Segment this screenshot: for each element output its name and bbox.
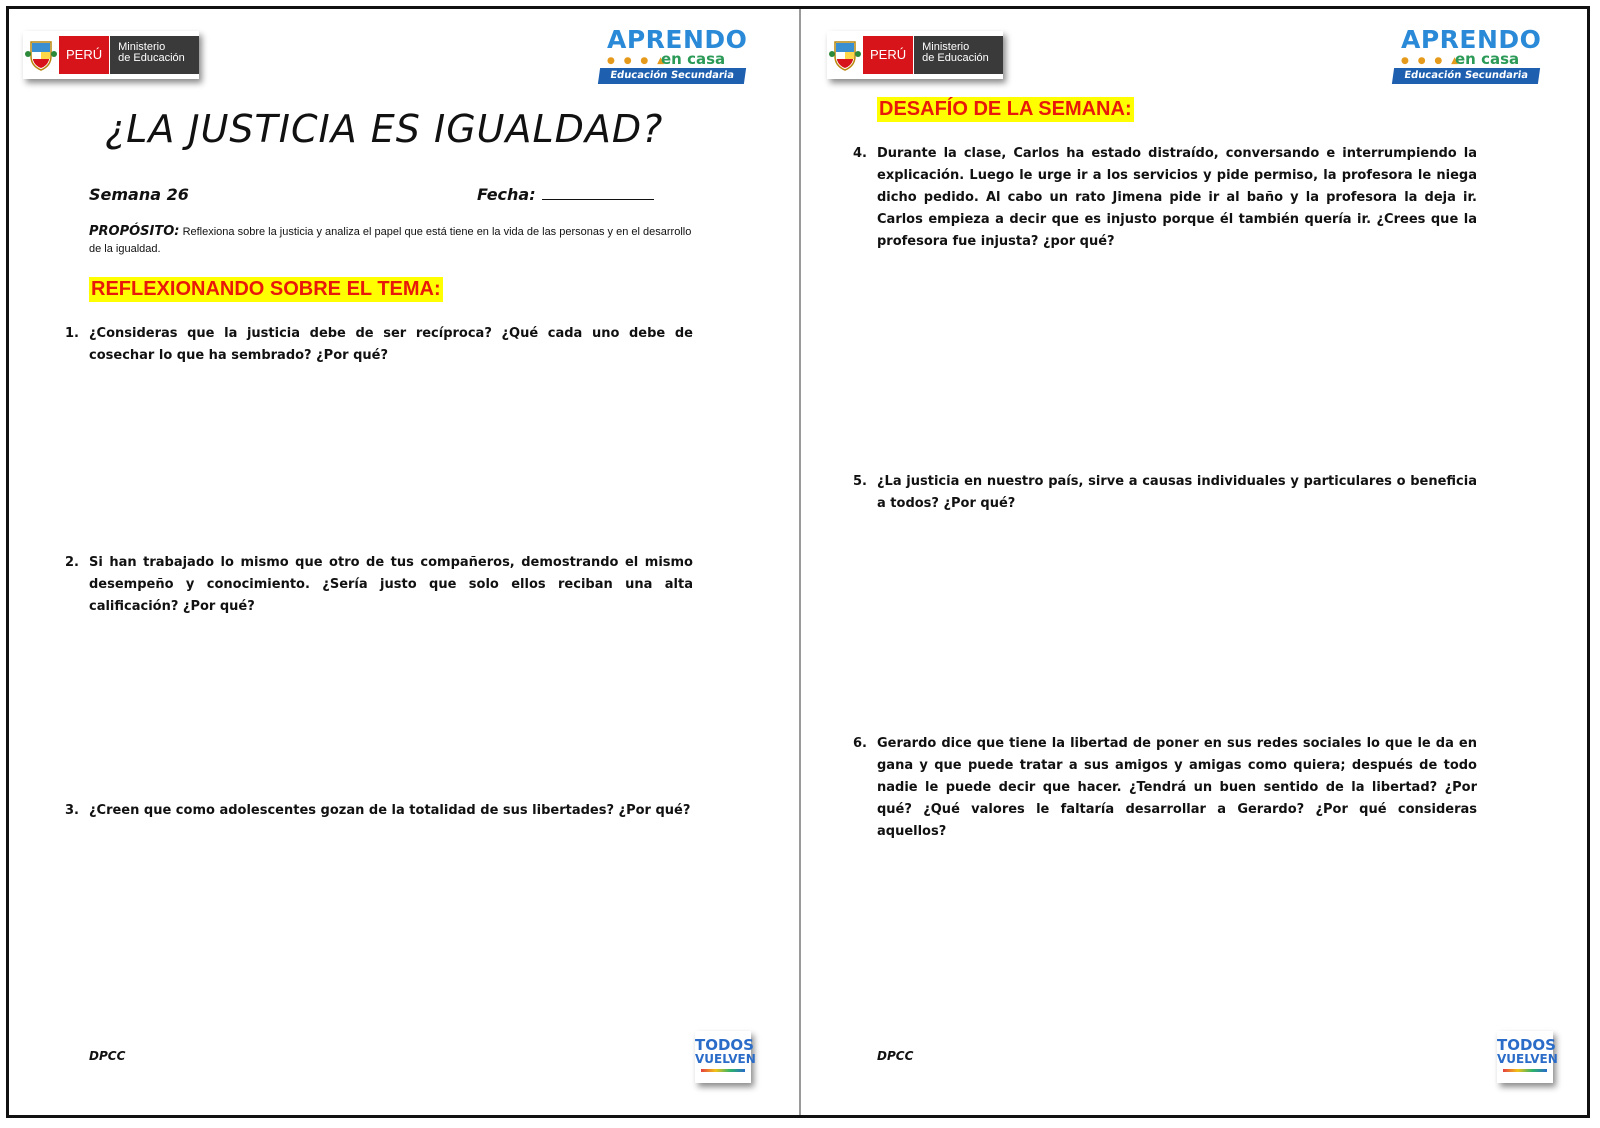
question-6 (853, 733, 1477, 843)
logo-color-bar (1503, 1069, 1547, 1072)
page-right (801, 9, 1587, 1115)
ministry-line2: de Educación (118, 52, 185, 64)
todos-vuelven-logo (1497, 1031, 1558, 1083)
peru-shield-icon (23, 33, 59, 77)
section-heading-reflexionando: REFLEXIONANDO SOBRE EL TEMA: (91, 278, 441, 300)
logo-color-bar (701, 1069, 745, 1072)
footer-dpcc: DPCC (89, 1049, 126, 1063)
aprendo-en-casa-logo (599, 25, 749, 87)
peru-label: PERÚ (59, 36, 109, 74)
ministry-line1: Ministerio (922, 41, 970, 53)
todos-vuelven-logo (695, 1031, 756, 1083)
purpose-text: Reflexiona sobre la justicia y analiza el papel que está tiene en la vida de las personas y en el desarrollo de la igualdad. (89, 226, 692, 255)
date-label: Fecha: (477, 185, 536, 204)
todos-line2: VUELVEN (695, 1052, 756, 1066)
ministry-name (109, 36, 199, 74)
peru-shield-icon (827, 33, 863, 77)
todos-line1: TODOS (1497, 1036, 1556, 1054)
question-number: 4. (853, 146, 867, 161)
todos-line1: TODOS (695, 1036, 754, 1054)
question-text: Si han trabajado lo mismo que otro de tus compañeros, demostrando el mismo desempeño y conocimiento. ¿Sería justo que solo ellos reciban una alta calificación? ¿Por qué? (89, 555, 693, 614)
ministry-logo (23, 31, 199, 79)
question-text: ¿Consideras que la justicia debe de ser recíproca? ¿Qué cada uno debe de cosechar lo que ha sembrado? ¿Por qué? (89, 326, 693, 363)
question-text: ¿La justicia en nuestro país, sirve a causas individuales y particulares o beneficia a todos? ¿Por qué? (877, 474, 1477, 511)
question-number: 5. (853, 474, 867, 489)
ministry-logo (827, 31, 1003, 79)
date-field (477, 185, 654, 204)
aprendo-subtitle: en casa (1455, 50, 1520, 68)
question-2 (65, 552, 693, 618)
ministry-line2: de Educación (922, 52, 989, 64)
question-number: 1. (65, 326, 79, 341)
question-1 (65, 323, 693, 367)
document-frame (6, 6, 1590, 1118)
question-number: 6. (853, 736, 867, 751)
question-text: Gerardo dice que tiene la libertad de poner en sus redes sociales lo que le da en gana y que puede tratar a sus amigos y amigas como quiera; después de todo nadie le puede decir que hacer. ¿Tendrá un buen sentido de la libertad? ¿Por qué? ¿Qué valores le faltaría desarrollar a Gerardo? ¿Por qué consideras aquellos? (877, 736, 1477, 839)
aprendo-title: APRENDO (607, 25, 748, 54)
aprendo-band: Educación Secundaria (1392, 68, 1540, 84)
purpose-label: PROPÓSITO: (89, 224, 180, 239)
aprendo-en-casa-logo (1393, 25, 1543, 87)
todos-line2: VUELVEN (1497, 1052, 1558, 1066)
peru-label: PERÚ (863, 36, 913, 74)
aprendo-subtitle: en casa (661, 50, 726, 68)
date-blank-line (542, 185, 654, 200)
question-4 (853, 143, 1477, 253)
aprendo-title: APRENDO (1401, 25, 1542, 54)
aprendo-band: Educación Secundaria (598, 68, 746, 84)
page-title: ¿LA JUSTICIA ES IGUALDAD? (105, 107, 664, 151)
question-5 (853, 471, 1477, 515)
question-text: ¿Creen que como adolescentes gozan de la totalidad de sus libertades? ¿Por qué? (89, 803, 691, 818)
week-label: Semana 26 (89, 185, 189, 204)
ministry-name (913, 36, 1003, 74)
question-text: Durante la clase, Carlos ha estado distraído, conversando e interrumpiendo la explicación. Luego le urge ir a los servicios y pide permiso, la profesora le niega dicho pedido. Al cabo un rato Jimena pide ir al baño y la profesora la deja ir. Carlos empieza a decir que es injusto porque él también quería ir. ¿Crees que la profesora fue injusta? ¿por qué? (877, 146, 1477, 249)
ministry-line1: Ministerio (118, 41, 166, 53)
question-number: 2. (65, 555, 79, 570)
purpose-block (89, 223, 699, 258)
section-heading-desafio: DESAFÍO DE LA SEMANA: (879, 98, 1132, 120)
logo-dots-icon: ● ● ● ▲ (607, 56, 668, 66)
footer-dpcc: DPCC (877, 1049, 914, 1063)
logo-dots-icon: ● ● ● ▲ (1401, 56, 1462, 66)
question-number: 3. (65, 803, 79, 818)
question-3 (65, 800, 693, 822)
page-left (9, 9, 799, 1115)
